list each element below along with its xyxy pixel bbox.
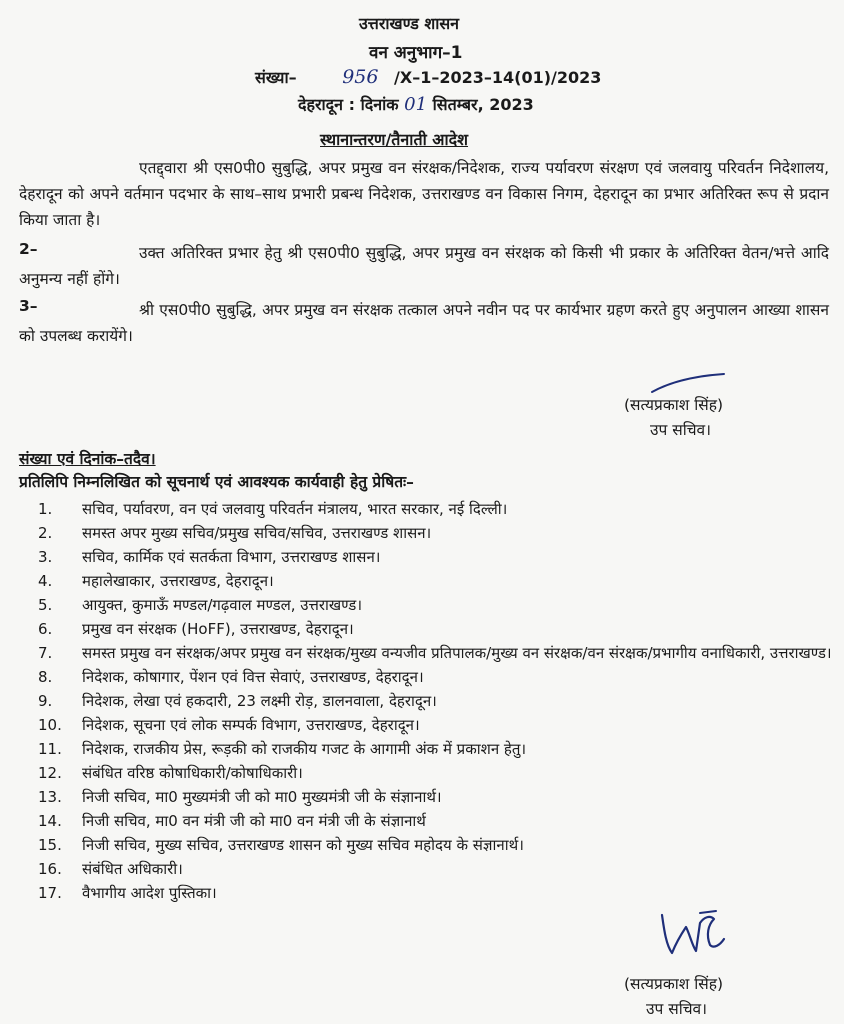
copy-item-number: 10. — [38, 716, 62, 734]
copy-item-text: सचिव, कार्मिक एवं सतर्कता विभाग, उत्तराखण्ड शासन। — [82, 548, 381, 566]
copy-item-text: महालेखाकार, उत्तराखण्ड, देहरादून। — [82, 572, 274, 590]
copy-item-number: 8. — [38, 668, 53, 686]
paragraph-2: उक्त अतिरिक्त प्रभार हेतु श्री एस0पी0 सुबुद्धि, अपर प्रमुख वन संरक्षक को किसी भी प्रकार के अतिरिक्त वेतन/भत्ते आदि अनुमन्य नहीं होंगे। — [19, 244, 829, 288]
copy-item-number: 17. — [38, 884, 62, 902]
section-name: वन अनुभाग–1 — [369, 43, 463, 63]
copy-item-number: 16. — [38, 860, 62, 878]
copy-item-text: सचिव, पर्यावरण, वन एवं जलवायु परिवर्तन मंत्रालय, भारत सरकार, नई दिल्ली। — [82, 500, 508, 518]
copy-item-number: 12. — [38, 764, 62, 782]
copy-list-item — [38, 545, 838, 569]
copy-reference: संख्या एवं दिनांक–तदैव। — [19, 450, 156, 468]
copy-list-item — [38, 737, 838, 761]
copy-list-item — [38, 785, 838, 809]
copy-item-number: 6. — [38, 620, 53, 638]
copy-list-item — [38, 833, 838, 857]
copy-list-item — [38, 809, 838, 833]
copy-item-text: निजी सचिव, मा0 वन मंत्री जी को मा0 वन मंत्री जी के संज्ञानार्थ — [82, 812, 426, 830]
copy-item-number: 7. — [38, 644, 53, 662]
date-prefix: देहरादून : दिनांक — [298, 95, 399, 114]
copy-item-number: 2. — [38, 524, 53, 542]
government-name: उत्तराखण्ड शासन — [359, 14, 460, 33]
copy-item-number: 9. — [38, 692, 53, 710]
copy-list-item — [38, 641, 838, 665]
copy-list-item — [38, 713, 838, 737]
copy-list-item — [38, 521, 838, 545]
copy-item-number: 15. — [38, 836, 62, 854]
copy-list-item — [38, 617, 838, 641]
order-title: स्थानान्तरण/तैनाती आदेश — [320, 130, 469, 149]
copy-item-text: निजी सचिव, मा0 मुख्यमंत्री जी को मा0 मुख्यमंत्री जी के संज्ञानार्थ। — [82, 788, 442, 806]
signatory-2-designation: उप सचिव। — [646, 1000, 708, 1018]
date-line — [298, 93, 534, 115]
copy-item-text: निजी सचिव, मुख्य सचिव, उत्तराखण्ड शासन को मुख्य सचिव महोदय के संज्ञानार्थ। — [82, 836, 524, 854]
copy-item-number: 4. — [38, 572, 53, 590]
copy-list-item — [38, 881, 838, 905]
order-number-handwritten: 956 — [342, 66, 379, 88]
paragraph-1: एतद्द्वारा श्री एस0पी0 सुबुद्धि, अपर प्रमुख वन संरक्षक/निदेशक, राज्य पर्यावरण संरक्षण एवं जलवायु परिवर्तन निदेशालय, देहरादून को अपने वर्तमान पदभार के साथ–साथ प्रभारी प्रबन्ध निदेशक, उत्तराखण्ड वन विकास निगम, देहरादून का प्रभार अतिरिक्त रूप से प्रदान किया जाता है। — [19, 159, 829, 229]
copy-item-text: वैभागीय आदेश पुस्तिका। — [82, 884, 217, 902]
copy-item-number: 11. — [38, 740, 62, 758]
copy-list-item — [38, 593, 838, 617]
date-suffix: सितम्बर, 2023 — [432, 95, 534, 114]
copy-item-number: 3. — [38, 548, 53, 566]
copy-item-number: 13. — [38, 788, 62, 806]
copy-item-text: आयुक्त, कुमाऊँ मण्डल/गढ़वाल मण्डल, उत्तराखण्ड। — [82, 596, 363, 614]
copy-item-text: संबंधित वरिष्ठ कोषाधिकारी/कोषाधिकारी। — [82, 764, 303, 782]
order-number-label: संख्या– — [255, 68, 297, 87]
copy-list — [38, 497, 838, 905]
signatory-2-name: (सत्यप्रकाश सिंह) — [624, 975, 723, 993]
copy-item-number: 1. — [38, 500, 53, 518]
signature-2-scribble — [656, 905, 730, 963]
copy-intro: प्रतिलिपि निम्नलिखित को सूचनार्थ एवं आवश्यक कार्यवाही हेतु प्रेषितः– — [19, 473, 414, 491]
order-number-suffix: /X–1–2023–14(01)/2023 — [394, 68, 602, 87]
copy-list-item — [38, 665, 838, 689]
copy-item-text: निदेशक, राजकीय प्रेस, रूड़की को राजकीय गजट के आगामी अंक में प्रकाशन हेतु। — [82, 740, 527, 758]
signatory-1-name: (सत्यप्रकाश सिंह) — [624, 396, 723, 414]
paragraph-3-number: 3– — [19, 297, 38, 315]
paragraph-3: श्री एस0पी0 सुबुद्धि, अपर प्रमुख वन संरक्षक तत्काल अपने नवीन पद पर कार्यभार ग्रहण करते हुए अनुपालन आख्या शासन को उपलब्ध करायेंगे। — [19, 301, 829, 345]
copy-list-item — [38, 689, 838, 713]
paragraph-2-number: 2– — [19, 240, 38, 258]
copy-item-number: 14. — [38, 812, 62, 830]
copy-list-item — [38, 497, 838, 521]
order-number-line — [255, 66, 601, 88]
date-handwritten: 01 — [404, 94, 428, 115]
signatory-1-designation: उप सचिव। — [650, 421, 712, 439]
copy-item-text: निदेशक, कोषागार, पेंशन एवं वित्त सेवाएं, उत्तराखण्ड, देहरादून। — [82, 668, 424, 686]
copy-item-text: निदेशक, सूचना एवं लोक सम्पर्क विभाग, उत्तराखण्ड, देहरादून। — [82, 716, 420, 734]
copy-item-text: निदेशक, लेखा एवं हकदारी, 23 लक्ष्मी रोड़, डालनवाला, देहरादून। — [82, 692, 437, 710]
copy-item-text: समस्त अपर मुख्य सचिव/प्रमुख सचिव/सचिव, उत्तराखण्ड शासन। — [82, 524, 432, 542]
copy-list-item — [38, 857, 838, 881]
copy-item-text: समस्त प्रमुख वन संरक्षक/अपर प्रमुख वन संरक्षक/मुख्य वन्यजीव प्रतिपालक/मुख्य वन संरक्षक/वन संरक्षक/प्रभागीय वनाधिकारी, उत्तराखण्ड। — [82, 644, 832, 662]
copy-list-item — [38, 761, 838, 785]
copy-item-text: प्रमुख वन संरक्षक (HoFF), उत्तराखण्ड, देहरादून। — [82, 620, 354, 638]
copy-list-item — [38, 569, 838, 593]
copy-item-text: संबंधित अधिकारी। — [82, 860, 183, 878]
copy-item-number: 5. — [38, 596, 53, 614]
